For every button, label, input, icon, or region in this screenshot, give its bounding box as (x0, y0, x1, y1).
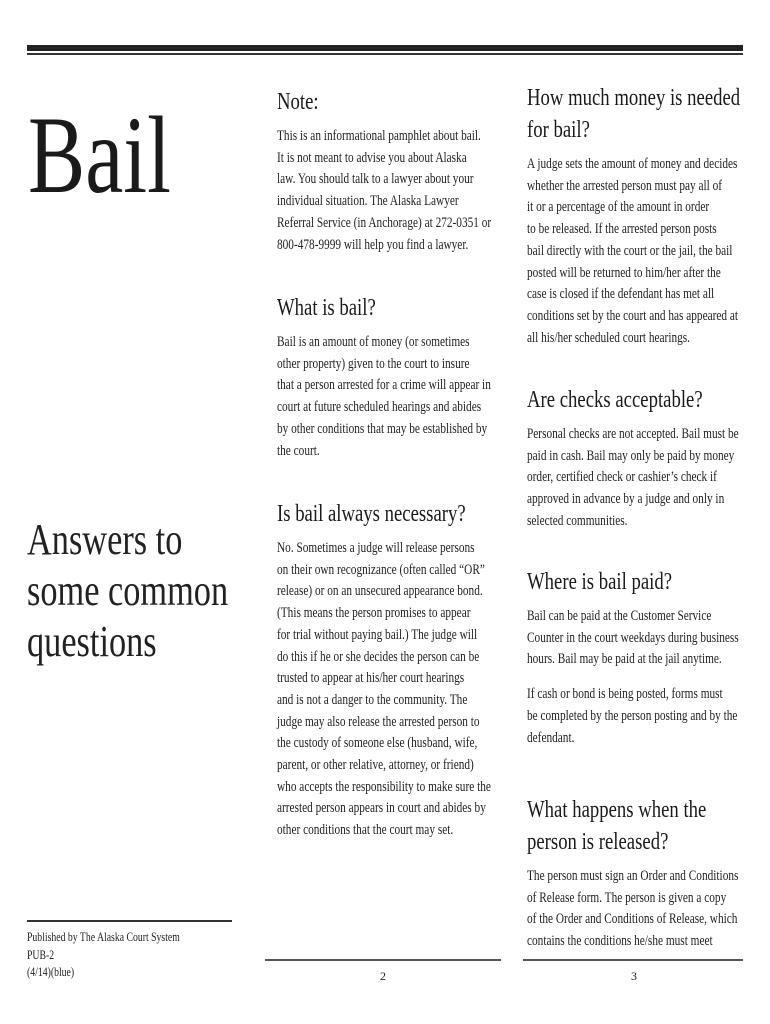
pub-date: (4/14)(blue) (27, 965, 75, 979)
text-line: Referral Service (in Anchorage) at 272-0351 or (277, 214, 492, 231)
heading-line: for bail? (527, 117, 590, 143)
text-line: law. You should talk to a lawyer about your (277, 171, 474, 188)
text-line: individual situation. The Alaska Lawyer (277, 193, 459, 210)
text-line: arrested person appears in court and abides by (277, 800, 486, 817)
text-line: on their own recognizance (often called “OR” (277, 561, 485, 578)
text-line: that a person arrested for a crime will appear in (277, 377, 491, 394)
text-line: 800-478-9999 will help you find a lawyer. (277, 236, 469, 253)
publisher-line: Published by The Alaska Court System (27, 930, 180, 944)
heading-line: How much money is needed (527, 85, 741, 111)
text-line: all his/her scheduled court hearings. (527, 329, 691, 346)
text-line: by other conditions that may be established by (277, 420, 488, 437)
text-line: bail directly with the court or the jail, the bail (527, 242, 733, 259)
text-line: It is not meant to advise you about Alaska (277, 149, 467, 166)
text-line: selected communities. (527, 512, 628, 529)
text-line: contains the conditions he/she must meet (527, 933, 713, 950)
text-line: posted will be returned to him/her after the (527, 264, 721, 281)
paragraph (277, 126, 491, 256)
text-line: do this if he or she decides the person can be (277, 648, 480, 665)
text-line: If cash or bond is being posted, forms must (527, 686, 723, 703)
text-line: parent, or other relative, attorney, or friend) (277, 757, 474, 774)
section-heading (527, 566, 739, 598)
section-always-necessary (277, 498, 491, 853)
subtitle (27, 514, 228, 667)
text-line: approved in advance by a judge and only in (527, 491, 725, 508)
paragraph (527, 684, 739, 749)
publisher-info (27, 929, 180, 982)
text-line: conditions set by the court and has appeared at (527, 307, 739, 324)
section-heading (277, 86, 491, 118)
page2-rule (265, 959, 501, 961)
text-line: judge may also release the arrested person to (277, 713, 480, 730)
text-line: hours. Bail may be paid at the jail anytime. (527, 651, 722, 668)
text-line: court at future scheduled hearings and abides (277, 399, 482, 416)
text-line: Bail is an amount of money (or sometimes (277, 334, 470, 350)
text-line: and is not a danger to the community. The (277, 691, 468, 708)
text-line: the custody of someone else (husband, wife, (277, 735, 478, 752)
text-line: order, certified check or cashier’s check if (527, 469, 717, 486)
section-where-paid (527, 566, 739, 760)
top-thin-rule (27, 53, 743, 55)
title: Bail (28, 94, 171, 216)
text-line: of the Order and Conditions of Release, which (527, 911, 738, 928)
heading-line: What happens when the (527, 797, 707, 823)
heading-line: Where is bail paid? (527, 569, 673, 595)
text-line: The person must sign an Order and Conditions (527, 868, 739, 884)
heading-line: What is bail? (277, 295, 376, 321)
text-line: other property) given to the court to insure (277, 355, 470, 372)
page-number-2: 2 (380, 969, 386, 983)
text-line: it or a percentage of the amount in order (527, 199, 710, 216)
text-line: other conditions that the court may set. (277, 822, 454, 839)
heading-line: person is released? (527, 829, 669, 855)
page-number-3: 3 (631, 969, 637, 983)
section-what-is-bail (277, 292, 491, 473)
section-heading (277, 292, 491, 324)
pub-number: PUB-2 (27, 947, 55, 962)
text-line: Bail can be paid at the Customer Service (527, 608, 712, 624)
paragraph (527, 606, 739, 671)
heading-line: Is bail always necessary? (277, 501, 466, 527)
text-line: (This means the person promises to appear (277, 605, 471, 622)
text-line: whether the arrested person must pay all of (527, 177, 723, 194)
text-line: defendant. (527, 729, 575, 746)
heading-line: Are checks acceptable? (527, 387, 703, 413)
heading-line: Note: (277, 89, 319, 115)
text-line: who accepts the responsibility to make sure the (277, 778, 491, 795)
section-heading (527, 384, 739, 416)
section-released (527, 794, 738, 964)
section-checks (527, 384, 739, 544)
text-line: for trial without paying bail.) The judge will (277, 626, 478, 643)
subtitle-line: questions (27, 617, 157, 666)
text-line: the court. (277, 442, 320, 459)
text-line: Personal checks are not accepted. Bail must be (527, 426, 739, 442)
text-line: trusted to appear at his/her court hearings (277, 670, 465, 687)
section-heading (277, 498, 491, 530)
footer-rule (27, 920, 232, 922)
top-thick-rule (27, 45, 743, 51)
subtitle-line: some common (27, 566, 229, 615)
section-how-much (527, 82, 740, 360)
text-line: of Release form. The person is given a copy (527, 889, 727, 906)
paragraph (527, 154, 740, 349)
subtitle-line: Answers to (27, 515, 183, 564)
text-line: Counter in the court weekdays during business (527, 629, 739, 646)
paragraph (527, 424, 739, 533)
paragraph (277, 538, 491, 842)
section-note (277, 86, 491, 267)
text-line: be completed by the person posting and by the (527, 707, 738, 724)
paragraph (527, 866, 738, 953)
text-line: release) or on an unsecured appearance bond. (277, 583, 483, 600)
text-line: to be released. If the arrested person posts (527, 221, 717, 238)
text-line: This is an informational pamphlet about bail. (277, 128, 481, 144)
paragraph (277, 332, 491, 462)
text-line: No. Sometimes a judge will release persons (277, 540, 475, 556)
text-line: case is closed if the defendant has met all (527, 286, 715, 303)
section-heading (527, 794, 738, 858)
text-line: A judge sets the amount of money and decides (527, 156, 738, 172)
section-heading (527, 82, 740, 146)
text-line: paid in cash. Bail may only be paid by money (527, 447, 735, 464)
